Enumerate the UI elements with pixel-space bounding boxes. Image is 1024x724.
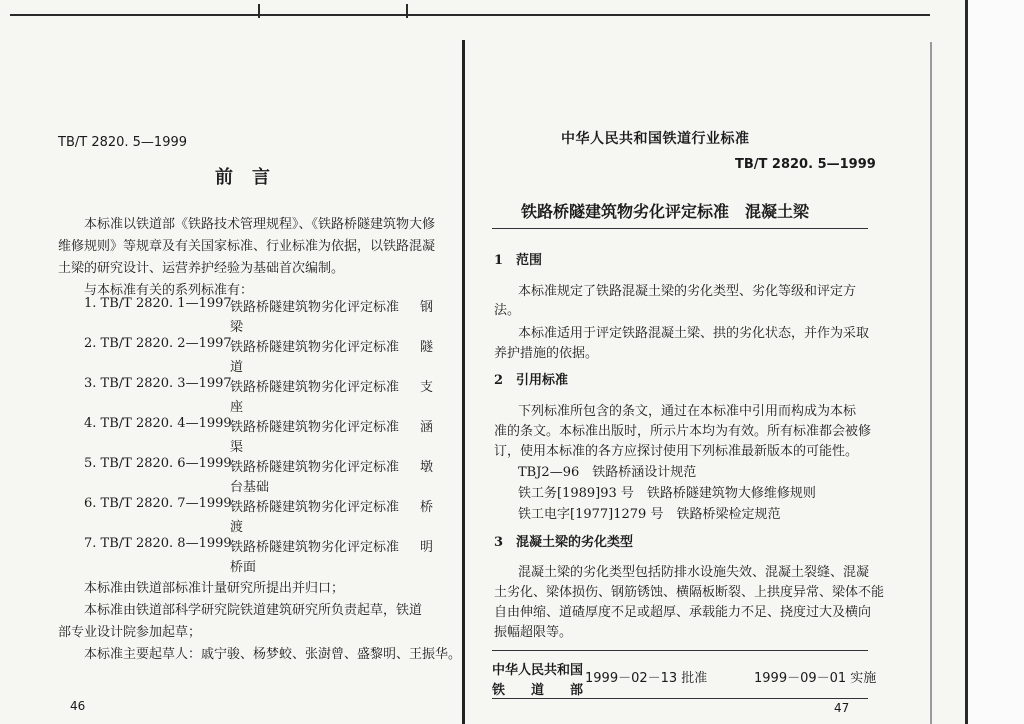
series-suffix: 支 <box>420 380 434 395</box>
series-code: 3. TB/T 2820. 3—1997 <box>84 376 232 391</box>
title-divider <box>492 228 868 229</box>
std-code: TB/T 2820. 5—1999 <box>58 135 188 150</box>
series-name: 铁路桥隧建筑物劣化评定标准 <box>230 500 400 515</box>
footer-rule <box>492 698 868 699</box>
reference-item: 铁工电字[1977]1279 号 铁路桥梁检定规范 <box>518 507 781 522</box>
standard-header: 中华人民共和国铁道行业标准 <box>561 131 750 147</box>
closing-line: 本标准由铁道部标准计量研究所提出并归口； <box>84 581 345 596</box>
series-code: 1. TB/T 2820. 1—1997 <box>84 296 232 311</box>
series-code: 5. TB/T 2820. 6—1999 <box>84 456 232 471</box>
right-page <box>468 0 968 724</box>
paragraph-line: 法。 <box>494 303 521 318</box>
series-suffix: 明 <box>420 540 434 555</box>
closing-line: 部专业设计院参加起草； <box>58 625 202 640</box>
page-number: 47 <box>834 701 850 715</box>
closing-line: 本标准由铁道部科学研究院铁道建筑研究所负责起草，铁道 <box>84 603 423 618</box>
paragraph-line: 养护措施的依据。 <box>494 346 599 361</box>
series-code: 6. TB/T 2820. 7—1999 <box>84 496 232 511</box>
paragraph-line: 自由伸缩、道碴厚度不足或超厚、承载能力不足、挠度过大及横向 <box>494 605 872 620</box>
intro-line: 本标准以铁道部《铁路技术管理规程》、《铁路桥隧建筑物大修 <box>84 217 436 232</box>
series-suffix-cont: 桥面 <box>230 560 257 575</box>
series-suffix-cont: 渡 <box>230 520 244 535</box>
series-code: 4. TB/T 2820. 4—1999 <box>84 416 232 431</box>
series-suffix-cont: 座 <box>230 400 244 415</box>
series-intro: 与本标准有关的系列标准有： <box>84 283 254 298</box>
series-suffix: 涵 <box>420 420 434 435</box>
reference-item: 铁工务[1989]93 号 铁路桥隧建筑物大修维修规则 <box>518 486 816 501</box>
paragraph-line: 准的条文。本标准出版时，所示片本均为有效。所有标准都会被修 <box>494 424 872 439</box>
paragraph-line: 订，使用本标准的各方应探讨使用下列标准最新版本的可能性。 <box>494 444 859 459</box>
series-name: 铁路桥隧建筑物劣化评定标准 <box>230 420 400 435</box>
approval-date: 1999－02－13 批准 <box>585 671 708 686</box>
intro-line: 维修规则》等规章及有关国家标准、行业标准为依据，以铁路混凝 <box>58 239 436 254</box>
series-suffix: 钢 <box>420 300 434 315</box>
footer-divider <box>492 650 868 651</box>
section-heading: 2 引用标准 <box>494 373 569 388</box>
page-title: 铁路桥隧建筑物劣化评定标准 混凝土梁 <box>521 202 810 221</box>
series-suffix: 隧 <box>420 340 434 355</box>
series-suffix-cont: 渠 <box>230 440 244 455</box>
paragraph-line: 本标准适用于评定铁路混凝土梁、拱的劣化状态，并作为采取 <box>518 326 870 341</box>
series-name: 铁路桥隧建筑物劣化评定标准 <box>230 460 400 475</box>
paragraph-line: 下列标准所包含的条文，通过在本标准中引用而构成为本标 <box>518 404 857 419</box>
implementation-date: 1999－09－01 实施 <box>754 671 877 686</box>
issuer-line: 铁 道 部 <box>492 683 584 698</box>
series-suffix-cont: 道 <box>230 360 244 375</box>
paragraph-line: 本标准规定了铁路混凝土梁的劣化类型、劣化等级和评定方 <box>518 284 857 299</box>
page-title: 前 言 <box>215 167 271 188</box>
intro-line: 土梁的研究设计、运营养护经验为基础首次编制。 <box>58 261 345 276</box>
series-name: 铁路桥隧建筑物劣化评定标准 <box>230 300 400 315</box>
closing-line: 本标准主要起草人：戚宁骏、杨梦蛟、张澍曾、盛黎明、王振华。 <box>84 647 462 662</box>
series-name: 铁路桥隧建筑物劣化评定标准 <box>230 340 400 355</box>
series-suffix: 墩 <box>420 460 434 475</box>
series-suffix: 桥 <box>420 500 434 515</box>
paragraph-line: 土劣化、梁体损伤、钢筋锈蚀、横隔板断裂、上拱度异常、梁体不能 <box>494 585 885 600</box>
series-suffix-cont: 台基础 <box>230 480 270 495</box>
scan-margin <box>968 0 1024 724</box>
paragraph-line: 振幅超限等。 <box>494 625 573 640</box>
paragraph-line: 混凝土梁的劣化类型包括防排水设施失效、混凝土裂缝、混凝 <box>518 565 870 580</box>
reference-item: TBJ2—96 铁路桥涵设计规范 <box>518 465 697 480</box>
series-code: 7. TB/T 2820. 8—1999 <box>84 536 232 551</box>
series-code: 2. TB/T 2820. 2—1997 <box>84 336 232 351</box>
series-suffix-cont: 梁 <box>230 320 244 335</box>
issuer-line: 中华人民共和国 <box>492 663 584 678</box>
page-number: 46 <box>70 699 86 713</box>
series-name: 铁路桥隧建筑物劣化评定标准 <box>230 380 400 395</box>
std-code: TB/T 2820. 5—1999 <box>735 157 876 172</box>
section-heading: 3 混凝土梁的劣化类型 <box>494 535 634 550</box>
left-page <box>0 0 464 724</box>
section-heading: 1 范围 <box>494 253 543 268</box>
series-name: 铁路桥隧建筑物劣化评定标准 <box>230 540 400 555</box>
